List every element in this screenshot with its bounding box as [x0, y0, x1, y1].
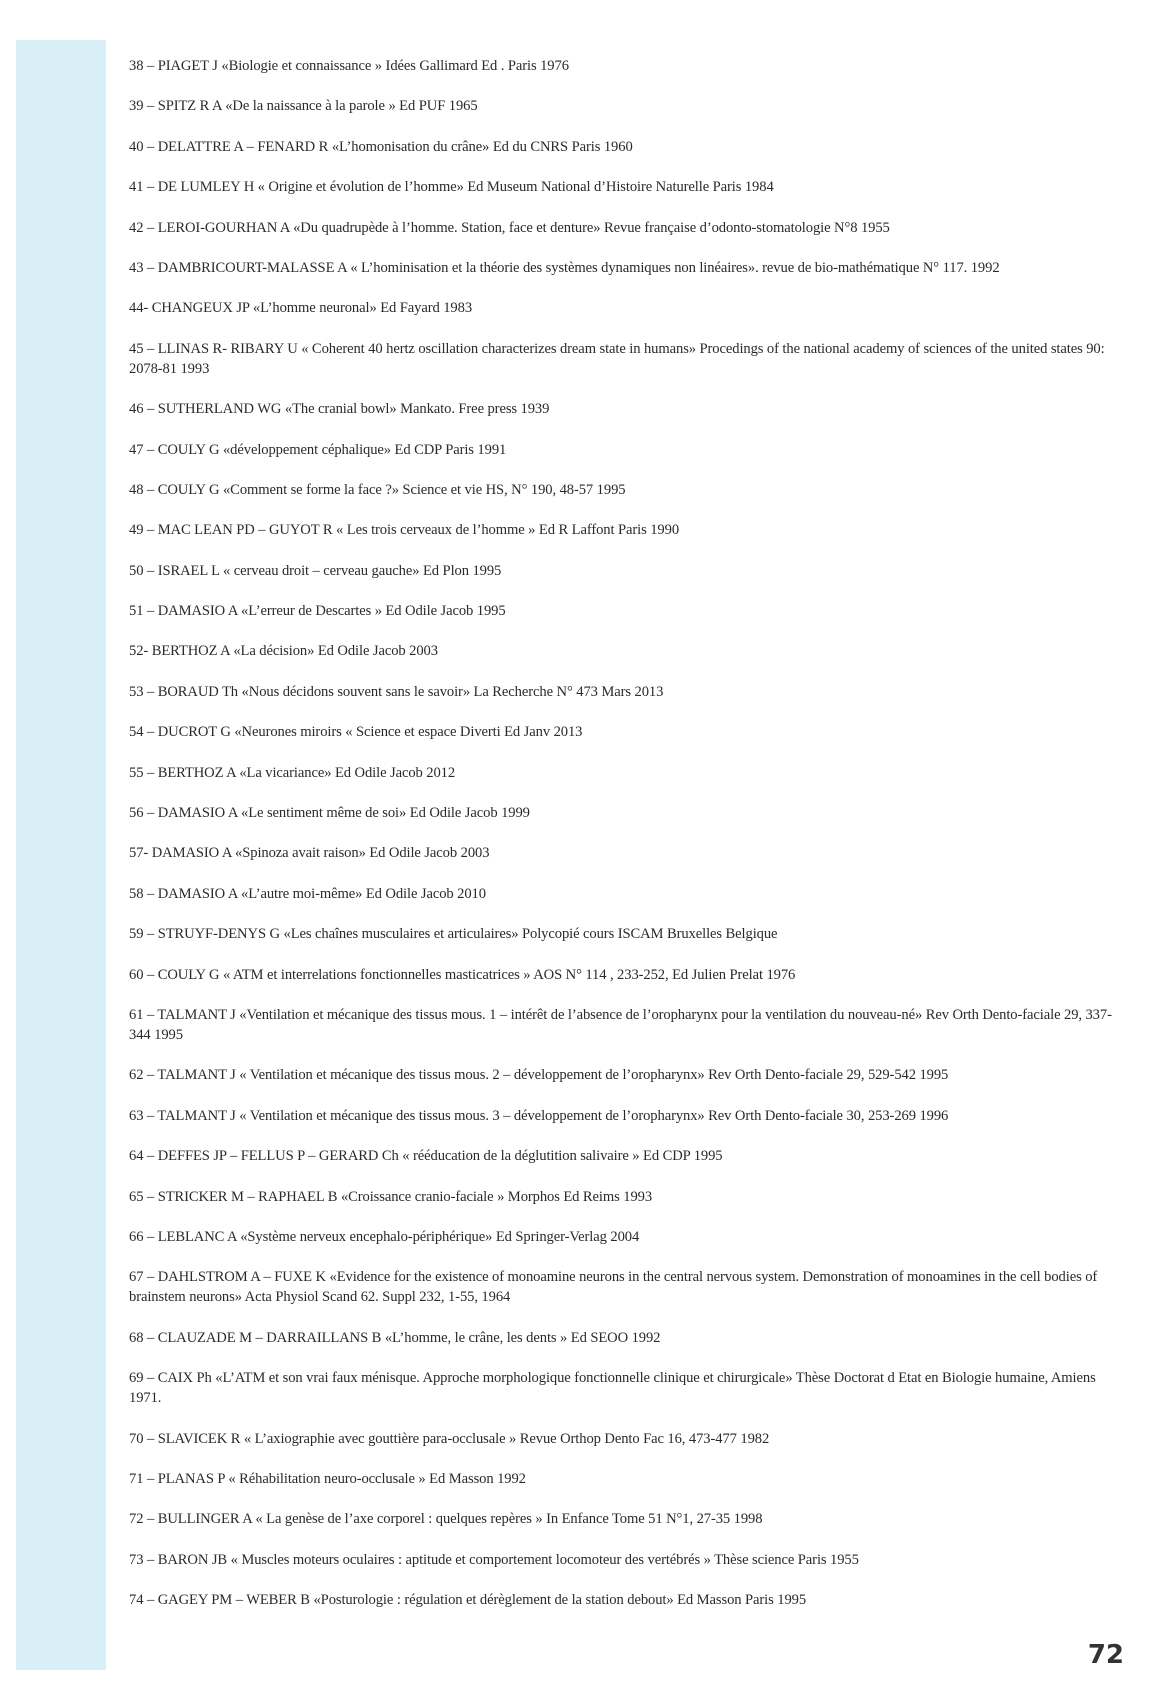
reference-item-40: 40 – DELATTRE A – FENARD R «L’homonisation du crâne» Ed du CNRS Paris 1960 [129, 138, 633, 155]
reference-item-45: 45 – LLINAS R- RIBARY U « Coherent 40 hertz oscillation characterizes dream state in humans» Procedings of the national academy of sciences of the united states 90: 2078-81 1993 [129, 340, 1105, 377]
reference-item-46: 46 – SUTHERLAND WG «The cranial bowl» Mankato. Free press 1939 [129, 401, 550, 418]
side-color-band [16, 40, 106, 1670]
reference-item-62: 62 – TALMANT J « Ventilation et mécanique des tissus mous. 2 – développement de l’oropharynx» Rev Orth Dento-faciale 29, 529-542 1995 [129, 1067, 949, 1084]
reference-item-49: 49 – MAC LEAN PD – GUYOT R « Les trois cerveaux de l’homme » Ed R Laffont Paris 1990 [129, 522, 680, 539]
reference-item-70: 70 – SLAVICEK R « L’axiographie avec gouttière para-occlusale » Revue Orthop Dento Fac 16, 473-477 1982 [129, 1430, 770, 1447]
reference-item-44: 44- CHANGEUX JP «L’homme neuronal» Ed Fayard 1983 [129, 300, 473, 317]
reference-item-61: 61 – TALMANT J «Ventilation et mécanique des tissus mous. 1 – intérêt de l’absence de l’oropharynx pour la ventilation du nouveau-né» Rev Orth Dento-faciale 29, 337-344 1995 [129, 1006, 1112, 1043]
reference-item-55: 55 – BERTHOZ A «La vicariance» Ed Odile Jacob 2012 [129, 764, 456, 781]
reference-item-51: 51 – DAMASIO A «L’erreur de Descartes » Ed Odile Jacob 1995 [129, 603, 506, 620]
reference-item-50: 50 – ISRAEL L « cerveau droit – cerveau gauche» Ed Plon 1995 [129, 562, 502, 579]
reference-item-43: 43 – DAMBRICOURT-MALASSE A « L’hominisation et la théorie des systèmes dynamiques non linéaires». revue de bio-mathématique N° 117. 1992 [129, 259, 1000, 276]
reference-item-41: 41 – DE LUMLEY H « Origine et évolution de l’homme» Ed Museum National d’Histoire Naturelle Paris 1984 [129, 179, 774, 196]
reference-item-47: 47 – COULY G «développement céphalique» Ed CDP Paris 1991 [129, 441, 507, 458]
reference-item-42: 42 – LEROI-GOURHAN A «Du quadrupède à l’homme. Station, face et denture» Revue française d’odonto-stomatologie N°8 1955 [129, 219, 890, 236]
reference-item-64: 64 – DEFFES JP – FELLUS P – GERARD Ch « rééducation de la déglutition salivaire » Ed CDP 1995 [129, 1148, 723, 1165]
reference-item-57: 57- DAMASIO A «Spinoza avait raison» Ed Odile Jacob 2003 [129, 845, 490, 862]
page-number: 72 [1087, 1640, 1124, 1670]
reference-item-38: 38 – PIAGET J «Biologie et connaissance » Idées Gallimard Ed . Paris 1976 [129, 58, 569, 74]
reference-item-53: 53 – BORAUD Th «Nous décidons souvent sans le savoir» La Recherche N° 473 Mars 2013 [129, 683, 664, 700]
reference-item-74: 74 – GAGEY PM – WEBER B «Posturologie : régulation et dérèglement de la station debout» Ed Masson Paris 1995 [129, 1592, 807, 1609]
reference-list [129, 56, 1124, 1630]
reference-item-39: 39 – SPITZ R A «De la naissance à la parole » Ed PUF 1965 [129, 98, 478, 115]
reference-item-66: 66 – LEBLANC A «Système nerveux encephalo-périphérique» Ed Springer-Verlag 2004 [129, 1228, 640, 1245]
reference-item-58: 58 – DAMASIO A «L’autre moi-même» Ed Odile Jacob 2010 [129, 885, 486, 902]
reference-item-67: 67 – DAHLSTROM A – FUXE K «Evidence for the existence of monoamine neurons in the central nervous system. Demonstration of monoamines in the cell bodies of brainstem neurons» Acta Physiol Scand 62. Suppl 232, 1-55, 1964 [129, 1269, 1098, 1306]
reference-item-73: 73 – BARON JB « Muscles moteurs oculaires : aptitude et comportement locomoteur des vertébrés » Thèse science Paris 1955 [129, 1551, 859, 1568]
reference-item-71: 71 – PLANAS P « Réhabilitation neuro-occlusale » Ed Masson 1992 [129, 1470, 526, 1487]
reference-item-59: 59 – STRUYF-DENYS G «Les chaînes musculaires et articulaires» Polycopié cours ISCAM Bruxelles Belgique [129, 926, 778, 943]
reference-item-65: 65 – STRICKER M – RAPHAEL B «Croissance cranio-faciale » Morphos Ed Reims 1993 [129, 1188, 653, 1205]
reference-item-48: 48 – COULY G «Comment se forme la face ?» Science et vie HS, N° 190, 48-57 1995 [129, 481, 626, 498]
reference-item-69: 69 – CAIX Ph «L’ATM et son vrai faux ménisque. Approche morphologique fonctionnelle clinique et chirurgicale» Thèse Doctorat d Etat en Biologie humaine, Amiens 1971. [129, 1370, 1096, 1407]
reference-item-63: 63 – TALMANT J « Ventilation et mécanique des tissus mous. 3 – développement de l’oropharynx» Rev Orth Dento-faciale 30, 253-269 1996 [129, 1107, 949, 1124]
reference-item-72: 72 – BULLINGER A « La genèse de l’axe corporel : quelques repères » In Enfance Tome 51 N°1, 27-35 1998 [129, 1511, 763, 1528]
reference-item-54: 54 – DUCROT G «Neurones miroirs « Science et espace Diverti Ed Janv 2013 [129, 724, 583, 741]
reference-item-60: 60 – COULY G « ATM et interrelations fonctionnelles masticatrices » AOS N° 114 , 233-252, Ed Julien Prelat 1976 [129, 966, 796, 983]
reference-item-52: 52- BERTHOZ A «La décision» Ed Odile Jacob 2003 [129, 643, 438, 660]
reference-item-68: 68 – CLAUZADE M – DARRAILLANS B «L’homme, le crâne, les dents » Ed SEOO 1992 [129, 1329, 661, 1346]
reference-item-56: 56 – DAMASIO A «Le sentiment même de soi» Ed Odile Jacob 1999 [129, 805, 530, 822]
